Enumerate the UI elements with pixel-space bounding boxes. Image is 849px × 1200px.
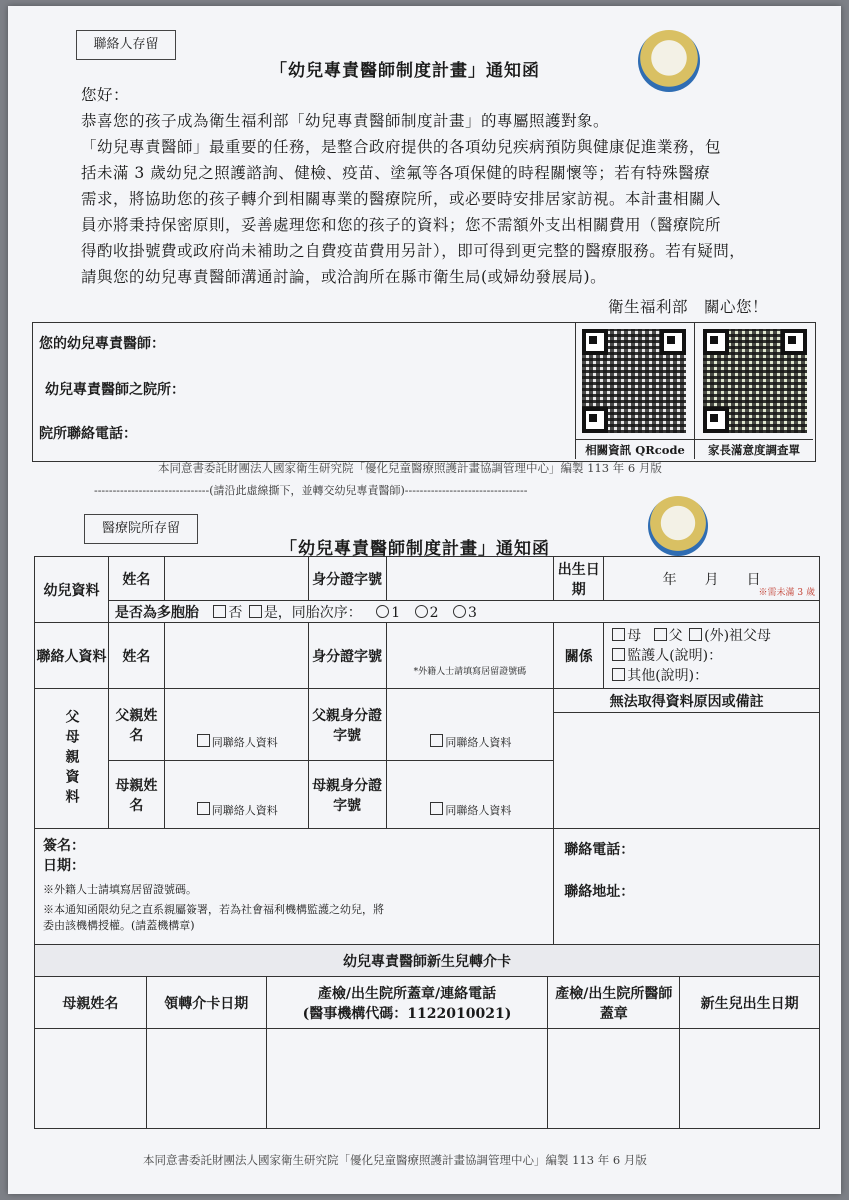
mother-id-input[interactable]: [386, 761, 554, 829]
mother-name-label: 母親姓名: [108, 761, 164, 829]
greeting: 您好：: [81, 86, 130, 104]
father-id-input[interactable]: [386, 689, 554, 761]
enrollment-form: [34, 556, 820, 947]
mother-id-same-label: 同聯絡人資料: [445, 804, 512, 817]
relation-father-checkbox[interactable]: [654, 628, 667, 641]
clinic-copy-label: 醫療院所存留: [84, 514, 198, 544]
relation-father-label: 父: [668, 627, 683, 644]
order-3-label: 3: [468, 604, 477, 621]
paragraph-line: 「幼兒專責醫師」最重要的任務，是整合政府提供的各項幼兒疾病預防與健康促進業務，包: [81, 138, 722, 156]
notice-title-bottom: 「幼兒專責醫師制度計畫」通知函: [280, 539, 550, 559]
col-mother-name: 母親姓名: [35, 977, 147, 1029]
referral-mother-input[interactable]: [35, 1029, 147, 1129]
child-id-input[interactable]: [386, 557, 554, 601]
relation-options: [604, 623, 820, 689]
sign-note-3: 委由該機構授權。(請蓋機構章): [43, 919, 195, 932]
survey-qrcode-icon[interactable]: [703, 329, 807, 433]
mother-id-label: 母親身分證字號: [308, 761, 386, 829]
signoff: 衛生福利部 關心您！: [608, 298, 769, 316]
referral-birthdate-input[interactable]: [680, 1029, 820, 1129]
qr-info-cell: [575, 323, 695, 459]
notice-body: [81, 108, 781, 290]
contact-section-label: 聯絡人資料: [35, 623, 109, 689]
father-id-same-label: 同聯絡人資料: [445, 736, 512, 749]
date-label: 日期：: [43, 858, 85, 874]
multiple-yes-checkbox[interactable]: [249, 605, 262, 618]
address-label: 聯絡地址：: [564, 884, 635, 900]
parents-section-label: 父母親資料: [35, 689, 109, 829]
sign-note-1: ※外籍人士請填寫居留證號碼。: [43, 883, 197, 896]
child-name-label: 姓名: [108, 557, 164, 601]
father-same-label: 同聯絡人資料: [211, 736, 278, 749]
order-2-radio[interactable]: [415, 605, 428, 618]
birth-date-text: 年 月 日: [662, 571, 761, 588]
referral-doctor-input[interactable]: [548, 1029, 680, 1129]
relation-grand-checkbox[interactable]: [689, 628, 702, 641]
footer-top: 本同意書委託財團法人國家衛生研究院「優化兒童醫療照護計畫協調管理中心」編製 113 年 6 月版: [158, 461, 662, 475]
paragraph-line: 需求，將協助您的孩子轉介到相關專業的醫療院所，或必要時安排居家訪視。本計畫相關人: [81, 190, 722, 208]
contact-copy-label: 聯絡人存留: [76, 30, 176, 60]
contact-id-label: 身分證字號: [308, 623, 386, 689]
relation-mother-label: 母: [627, 627, 642, 644]
mother-id-same-checkbox[interactable]: [430, 802, 443, 815]
sign-label: 簽名：: [43, 838, 85, 854]
qr-caption-survey: 家長滿意度調查單: [695, 439, 813, 458]
signature-cell[interactable]: [35, 829, 554, 947]
col-newborn-birthdate: 新生兒出生日期: [680, 977, 820, 1029]
relation-grand-label: (外)祖父母: [704, 627, 772, 644]
paper-sheet: [8, 6, 841, 1194]
order-3-radio[interactable]: [453, 605, 466, 618]
multiple-no-checkbox[interactable]: [213, 605, 226, 618]
col-hospital-stamp-label: 產檢/出生院所蓋章/連絡電話: [317, 985, 497, 1002]
contact-id-input[interactable]: [386, 623, 554, 689]
father-id-same-checkbox[interactable]: [430, 734, 443, 747]
referral-stamp-input[interactable]: [266, 1029, 548, 1129]
contact-name-label: 姓名: [108, 623, 164, 689]
col-hospital-stamp: [266, 977, 548, 1029]
paragraph-line: 員亦將秉持保密原則，妥善處理您和您的孩子的資料；您不需額外支出相關費用（醫療院所: [81, 216, 722, 234]
relation-mother-checkbox[interactable]: [612, 628, 625, 641]
multiple-no-label: 否: [228, 604, 243, 621]
notice-title-top: 「幼兒專責醫師制度計畫」通知函: [270, 61, 540, 81]
clinic-phone-field[interactable]: 院所聯絡電話：: [39, 426, 137, 442]
cut-line: -------------------------------(請沿此虛線撕下，並轉交幼兒專責醫師)---------------------------------: [94, 484, 528, 497]
child-id-label: 身分證字號: [308, 557, 386, 601]
contact-info-cell[interactable]: [554, 829, 820, 947]
remarks-input[interactable]: [554, 713, 820, 829]
child-section-label: 幼兒資料: [35, 557, 109, 623]
paragraph-line: 請與您的幼兒專責醫師溝通討論，或洽詢所在縣市衛生局(或婦幼發展局)。: [81, 268, 607, 286]
order-1-label: 1: [391, 604, 401, 621]
footer-bottom: 本同意書委託財團法人國家衛生研究院「優化兒童醫療照護計畫協調管理中心」編製 113 年 6 月版: [143, 1153, 647, 1167]
relation-other-label: 其他(說明)：: [627, 667, 709, 684]
ministry-seal-icon: [648, 496, 708, 556]
child-name-input[interactable]: [164, 557, 308, 601]
referral-card: [34, 944, 820, 1129]
doctor-name-field[interactable]: 您的幼兒專責醫師：: [39, 336, 165, 352]
multiple-yes-label: 是，同胎次序：: [263, 604, 362, 621]
multiple-birth-row: [108, 601, 819, 623]
relation-guardian-label: 監護人(說明)：: [627, 647, 723, 664]
birth-date-input[interactable]: [604, 557, 820, 601]
father-name-label: 父親姓名: [108, 689, 164, 761]
birth-label: 出生日期: [554, 557, 604, 601]
father-id-label: 父親身分證字號: [308, 689, 386, 761]
mother-same-label: 同聯絡人資料: [211, 804, 278, 817]
clinic-name-field[interactable]: 幼兒專責醫師之院所：: [45, 382, 185, 398]
order-2-label: 2: [429, 604, 439, 621]
relation-label: 關係: [554, 623, 604, 689]
paragraph-line: 括未滿 3 歲幼兒之照護諮詢、健檢、疫苗、塗氟等各項保健的時程關懷等；若有特殊醫療: [81, 164, 711, 182]
order-1-radio[interactable]: [376, 605, 389, 618]
age-note: ※需未滿 3 歲: [758, 588, 815, 598]
doctor-info-box: [32, 322, 816, 462]
multiple-birth-label: 是否為多胞胎: [114, 604, 199, 621]
mother-name-input[interactable]: [164, 761, 308, 829]
ministry-seal-icon: [638, 30, 700, 92]
phone-label: 聯絡電話：: [564, 842, 635, 858]
relation-guardian-checkbox[interactable]: [612, 648, 625, 661]
mother-same-checkbox[interactable]: [197, 802, 210, 815]
qr-caption-info: 相關資訊 QRcode: [576, 439, 694, 458]
father-same-checkbox[interactable]: [197, 734, 210, 747]
paragraph-line: 得酌收掛號費或政府尚未補助之自費疫苗費用另計），即可得到更完整的醫療服務。若有疑問，: [81, 242, 746, 260]
contact-name-input[interactable]: [164, 623, 308, 689]
remarks-header: 無法取得資料原因或備註: [554, 689, 820, 713]
sign-note-2: ※本通知函限幼兒之直系親屬簽署，若為社會福利機構監護之幼兒，將: [43, 903, 384, 916]
referral-date-input[interactable]: [146, 1029, 266, 1129]
info-qrcode-icon[interactable]: [582, 329, 686, 433]
referral-header: 幼兒專責醫師新生兒轉介卡: [35, 945, 820, 977]
col-card-date: 領轉介卡日期: [146, 977, 266, 1029]
contact-id-note: *外籍人士請填寫居留證號碼: [413, 667, 527, 677]
col-hospital-code: (醫事機構代碼：1122010021): [302, 1005, 512, 1022]
relation-other-checkbox[interactable]: [612, 668, 625, 681]
paragraph-line: 恭喜您的孩子成為衛生福利部「幼兒專責醫師制度計畫」的專屬照護對象。: [81, 112, 610, 130]
father-name-input[interactable]: [164, 689, 308, 761]
qr-survey-cell: [695, 323, 813, 459]
col-doctor-stamp: 產檢/出生院所醫師蓋章: [548, 977, 680, 1029]
